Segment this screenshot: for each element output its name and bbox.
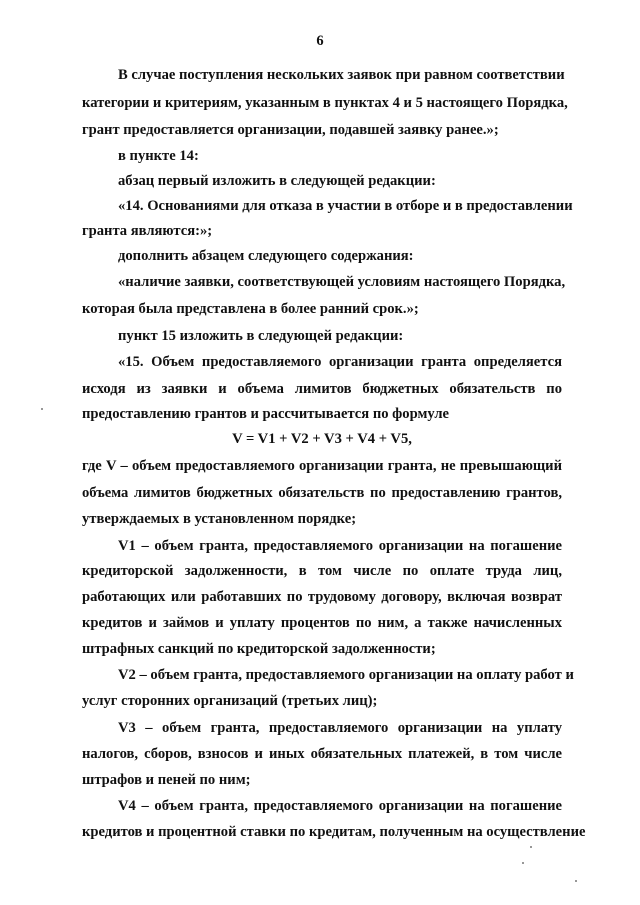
text-line: налогов, сборов, взносов и иных обязательных платежей, в том числе — [82, 746, 562, 762]
text-line: V2 – объем гранта, предоставляемого организации на оплату работ и — [118, 667, 574, 683]
text-line: «наличие заявки, соответствующей условиям настоящего Порядка, — [118, 274, 566, 290]
scan-speck — [41, 408, 43, 410]
text-line: «14. Основаниями для отказа в участии в отборе и в предоставлении — [118, 198, 573, 214]
text-line: услуг сторонних организаций (третьих лиц); — [82, 693, 378, 709]
scan-speck — [522, 862, 524, 864]
text-line: где V – объем предоставляемого организации гранта, не превышающий — [82, 458, 562, 474]
text-line: утверждаемых в установленном порядке; — [82, 511, 357, 527]
text-line: кредиторской задолженности, в том числе по оплате труда лиц, — [82, 563, 562, 579]
text-line: V1 – объем гранта, предоставляемого организации на погашение — [118, 538, 562, 554]
text-line: V4 – объем гранта, предоставляемого организации на погашение — [118, 798, 562, 814]
text-line: абзац первый изложить в следующей редакции: — [118, 173, 436, 189]
page-number: 6 — [316, 33, 324, 49]
text-line: категории и критериям, указанным в пунктах 4 и 5 настоящего Порядка, — [82, 95, 568, 111]
text-line: предоставлению грантов и рассчитывается по формуле — [82, 406, 450, 422]
text-line: в пункте 14: — [118, 148, 199, 164]
text-line: исходя из заявки и объема лимитов бюджетных обязательств по — [82, 381, 562, 397]
text-line: В случае поступления нескольких заявок при равном соответствии — [118, 67, 565, 83]
text-line: V3 – объем гранта, предоставляемого организации на уплату — [118, 720, 562, 736]
formula: V = V1 + V2 + V3 + V4 + V5, — [232, 431, 412, 447]
text-line: объема лимитов бюджетных обязательств по предоставлению грантов, — [82, 485, 562, 501]
scan-speck — [530, 846, 532, 848]
scan-speck — [575, 880, 577, 882]
text-line: кредитов и процентной ставки по кредитам, полученным на осуществление — [82, 824, 586, 840]
text-line: гранта являются:»; — [82, 223, 213, 239]
text-line: которая была представлена в более ранний срок.»; — [82, 301, 419, 317]
text-line: штрафных санкций по кредиторской задолженности; — [82, 641, 436, 657]
text-line: штрафов и пеней по ним; — [82, 772, 251, 788]
text-line: «15. Объем предоставляемого организации гранта определяется — [118, 354, 562, 370]
text-line: дополнить абзацем следующего содержания: — [118, 248, 414, 264]
text-line: грант предоставляется организации, подавшей заявку ранее.»; — [82, 122, 499, 138]
text-line: пункт 15 изложить в следующей редакции: — [118, 328, 404, 344]
text-line: кредитов и займов и уплату процентов по ним, а также начисленных — [82, 615, 562, 631]
text-line: работающих или работавших по трудовому договору, включая возврат — [82, 589, 562, 605]
